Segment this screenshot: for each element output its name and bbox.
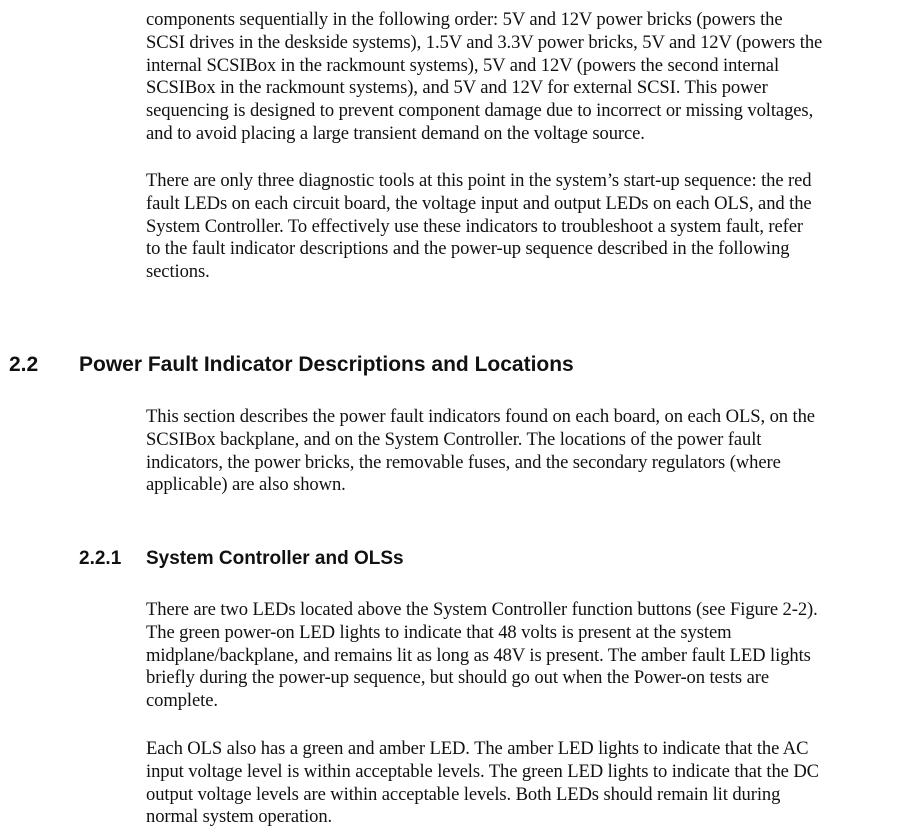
text-line: components sequentially in the following order: 5V and 12V power bricks (powers the bbox=[146, 9, 783, 30]
paragraph-diagnostic-tools bbox=[146, 170, 906, 284]
text-line: SCSIBox in the rackmount systems), and 5V and 12V for external SCSI. This power bbox=[146, 77, 768, 99]
section-number: 2.2 bbox=[9, 353, 39, 376]
paragraph-section-description bbox=[146, 406, 906, 497]
text-line: sections. bbox=[146, 261, 210, 283]
text-line: SCSIBox backplane, and on the System Controller. The locations of the power fault bbox=[146, 428, 762, 450]
text-line: System Controller. To effectively use these indicators to troubleshoot a system fault, refer bbox=[146, 215, 803, 237]
paragraph-power-sequencing bbox=[146, 9, 906, 146]
section-title: System Controller and OLSs bbox=[146, 548, 404, 569]
text-line: This section describes the power fault indicators found on each board, on each OLS, on the bbox=[146, 406, 815, 427]
text-line: midplane/backplane, and remains lit as long as 48V is present. The amber fault LED lights bbox=[146, 644, 811, 666]
section-title: Power Fault Indicator Descriptions and Locations bbox=[79, 353, 574, 376]
text-line: There are only three diagnostic tools at this point in the system’s start-up sequence: the red bbox=[146, 170, 812, 191]
text-line: Each OLS also has a green and amber LED. The amber LED lights to indicate that the AC bbox=[146, 738, 809, 759]
text-line: and to avoid placing a large transient demand on the voltage source. bbox=[146, 122, 645, 144]
text-line: sequencing is designed to prevent component damage due to incorrect or missing voltages, bbox=[146, 100, 814, 122]
text-line: The green power-on LED lights to indicate that 48 volts is present at the system bbox=[146, 621, 732, 643]
paragraph-system-controller-leds bbox=[146, 599, 906, 713]
text-line: briefly during the power-up sequence, but should go out when the Power-on tests are bbox=[146, 667, 769, 689]
text-line: SCSI drives in the deskside systems), 1.5V and 3.3V power bricks, 5V and 12V (powers the bbox=[146, 31, 823, 53]
text-line: output voltage levels are within acceptable levels. Both LEDs should remain lit during bbox=[146, 783, 781, 805]
text-line: complete. bbox=[146, 690, 218, 712]
text-line: applicable) are also shown. bbox=[146, 474, 346, 496]
text-line: to the fault indicator descriptions and the power-up sequence described in the following bbox=[146, 238, 790, 260]
paragraph-ols-leds bbox=[146, 738, 906, 829]
text-line: internal SCSIBox in the rackmount systems), 5V and 12V (powers the second internal bbox=[146, 54, 780, 76]
text-line: indicators, the power bricks, the removable fuses, and the secondary regulators (where bbox=[146, 451, 781, 473]
text-line: input voltage level is within acceptable levels. The green LED lights to indicate that the DC bbox=[146, 760, 819, 782]
text-line: fault LEDs on each circuit board, the voltage input and output LEDs on each OLS, and the bbox=[146, 192, 812, 214]
text-line: normal system operation. bbox=[146, 806, 333, 828]
section-number: 2.2.1 bbox=[79, 548, 122, 569]
text-line: There are two LEDs located above the System Controller function buttons (see Figure 2-2). bbox=[146, 599, 818, 620]
